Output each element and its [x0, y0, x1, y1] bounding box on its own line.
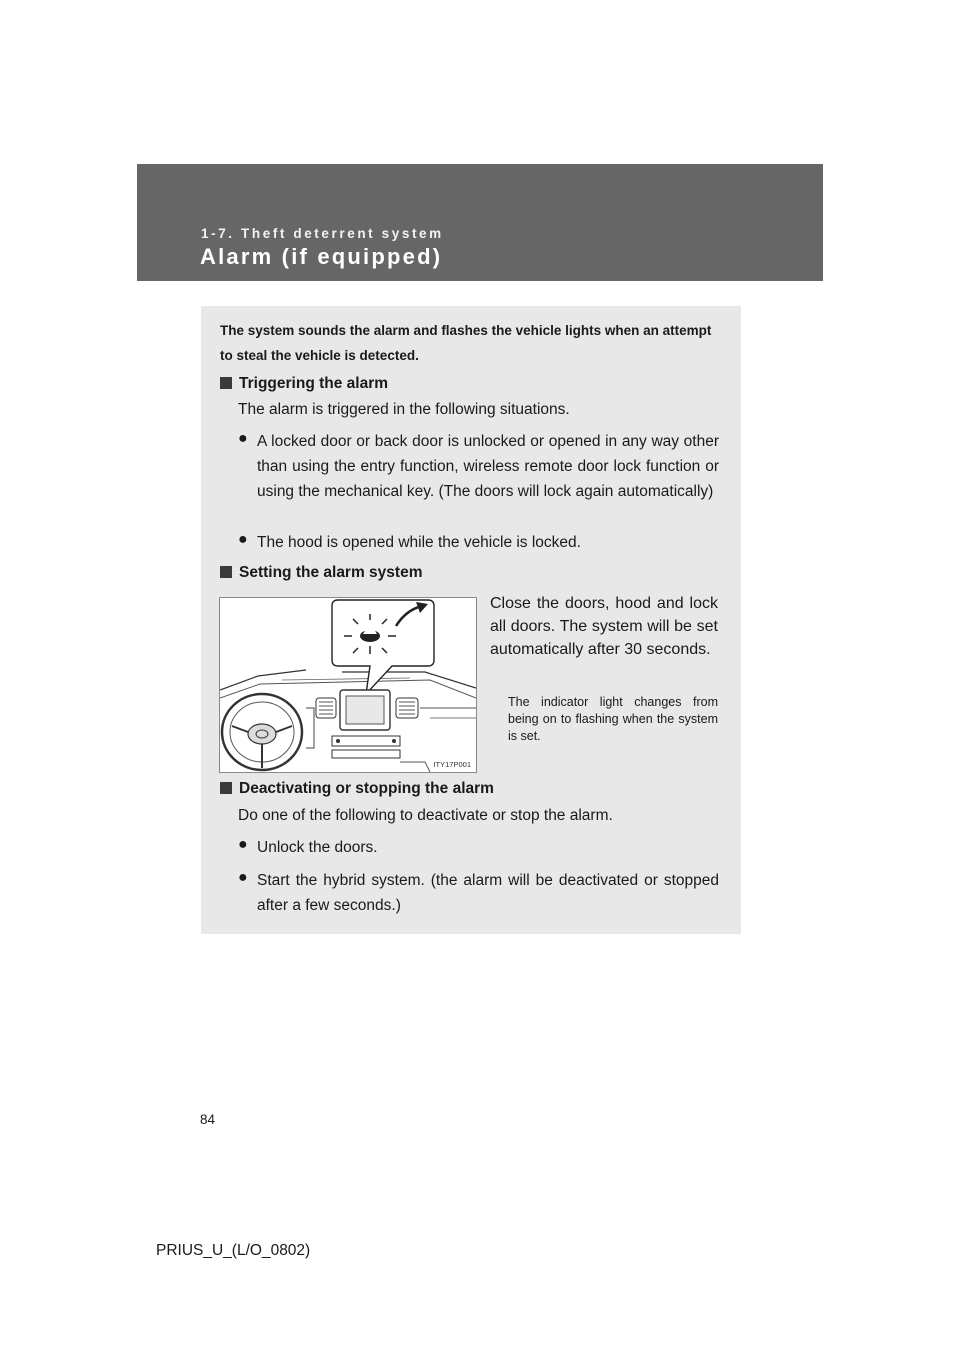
setting-heading: Setting the alarm system	[220, 564, 422, 582]
deactivating-heading: Deactivating or stopping the alarm	[220, 780, 494, 798]
triggering-bullet-1: A locked door or back door is unlocked or opened in any way other than using the entry function, wireless remote door lock function or using the mechanical key. (The doors will lock again automatically)	[257, 433, 719, 500]
bullet-dot-icon: ●	[238, 836, 248, 853]
dashboard-illustration	[219, 597, 477, 773]
figure-code: ITY17P001	[433, 760, 471, 769]
deactivating-bullet-1: Unlock the doors.	[257, 839, 378, 856]
content-panel	[201, 306, 741, 934]
bullet-dot-icon: ●	[238, 531, 248, 548]
square-bullet-icon	[220, 566, 232, 578]
dashboard-drawing	[220, 598, 476, 772]
page-title: Alarm (if equipped)	[200, 244, 443, 269]
setting-note: The indicator light changes from being on to flashing when the system is set.	[508, 695, 718, 743]
deactivating-lead: Do one of the following to deactivate or stop the alarm.	[238, 807, 613, 824]
triggering-heading: Triggering the alarm	[220, 375, 388, 393]
page-number: 84	[200, 1112, 216, 1127]
square-bullet-icon	[220, 377, 232, 389]
square-bullet-icon	[220, 782, 232, 794]
triggering-lead: The alarm is triggered in the following situations.	[238, 401, 570, 418]
chapter-header-bar	[137, 164, 823, 281]
footer-code: PRIUS_U_(L/O_0802)	[156, 1242, 311, 1259]
bullet-dot-icon: ●	[238, 869, 248, 886]
setting-text: Close the doors, hood and lock all doors. The system will be set automatically after 30 seconds.	[490, 595, 718, 658]
intro-text: The system sounds the alarm and flashes the vehicle lights when an attempt to steal the vehicle is detected.	[220, 323, 712, 363]
deactivating-bullet-2: Start the hybrid system. (the alarm will be deactivated or stopped after a few seconds.)	[257, 872, 719, 914]
triggering-bullet-2: The hood is opened while the vehicle is locked.	[257, 534, 581, 551]
bullet-dot-icon: ●	[238, 430, 248, 447]
section-label: 1-7. Theft deterrent system	[201, 226, 444, 241]
